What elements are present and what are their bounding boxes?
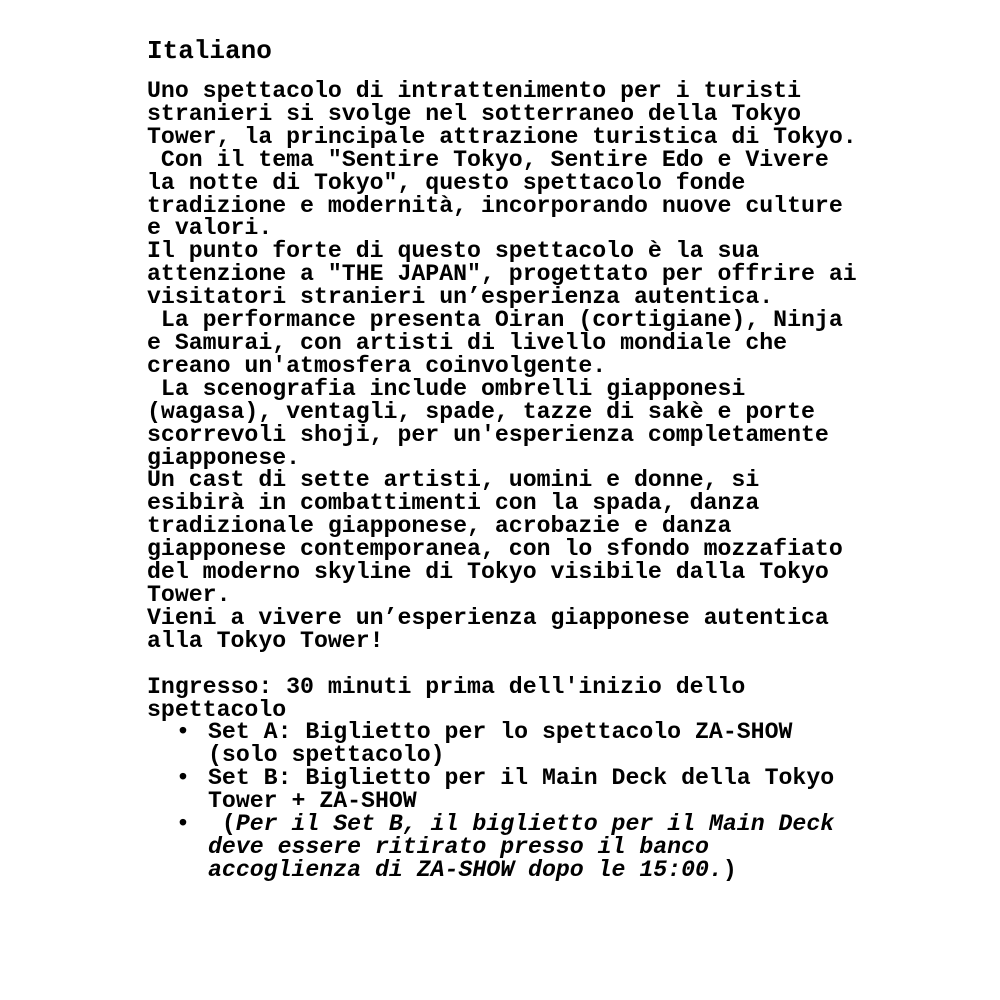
ticket-list — [147, 721, 867, 881]
paragraph-scenography: La scenografia include ombrelli giapponesi (wagasa), ventagli, spade, tazze di sakè e porte scorrevoli shoji, per un'esperienza completamente giapponese. — [147, 375, 843, 471]
ticket-set-b: • Set B: Biglietto per il Main Deck della Tokyo Tower + ZA-SHOW — [208, 767, 867, 813]
ticket-note-text: Per il Set B, il biglietto per il Main Deck deve essere ritirato presso il banco accoglienza di ZA-SHOW dopo le 15:00. — [208, 811, 835, 883]
ticket-note — [208, 813, 867, 882]
ticket-note-open: ( — [208, 811, 236, 838]
ticket-note-close: ) — [722, 856, 737, 883]
paragraph-invitation: Vieni a vivere un’esperienza giapponese autentica alla Tokyo Tower! — [147, 604, 829, 654]
language-heading: Italiano — [147, 36, 272, 66]
admission-info: Ingresso: 30 minuti prima dell'inizio dello spettacolo — [147, 673, 746, 723]
ticket-set-a: • Set A: Biglietto per lo spettacolo ZA-SHOW (solo spettacolo) — [208, 721, 867, 767]
paragraph-theme: Con il tema "Sentire Tokyo, Sentire Edo e Vivere la notte di Tokyo", questo spettacolo fonde tradizione e modernità, incorporando nuove culture e valori. — [147, 146, 857, 242]
paragraph-intro: Uno spettacolo di intrattenimento per i turisti stranieri si svolge nel sotterraneo della Tokyo Tower, la principale attrazione turistica di Tokyo. — [147, 78, 857, 150]
paragraph-highlight: Il punto forte di questo spettacolo è la sua attenzione a "THE JAPAN", progettato per offrire ai visitatori stranieri un’esperienza autentica. — [147, 238, 857, 311]
spacer — [147, 653, 867, 676]
document-body — [147, 36, 867, 882]
paragraph-cast: Un cast di sette artisti, uomini e donne, si esibirà in combattimenti con la spada, danza tradizionale giapponese, acrobazie e danza giapponese contemporanea, con lo sfondo mozzafiato del moderno skyline di Tokyo visibile dalla Tokyo Tower. — [147, 467, 843, 608]
paragraph-performers: La performance presenta Oiran (cortigiane), Ninja e Samurai, con artisti di livello mondiale che creano un'atmosfera coinvolgente. — [147, 307, 857, 379]
